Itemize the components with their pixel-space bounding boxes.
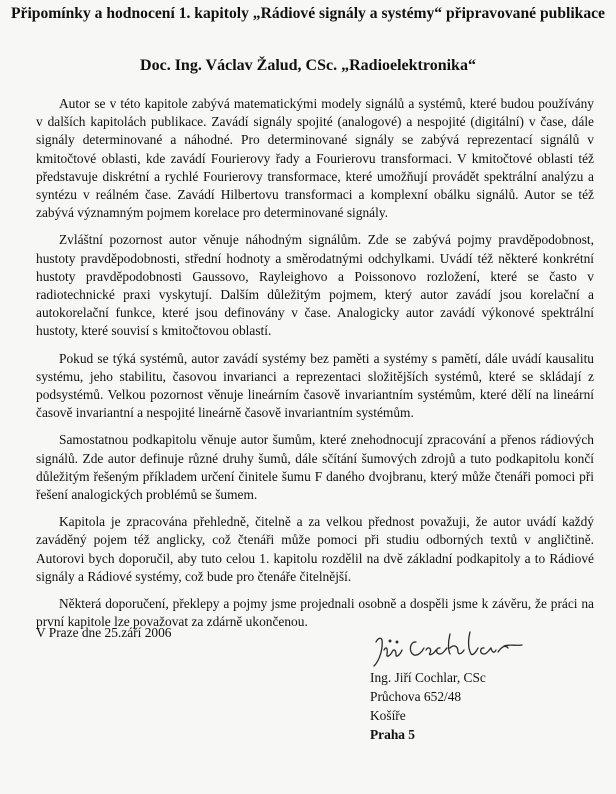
paragraph: Některá doporučení, překlepy a pojmy jsme projednali osobně a dospěli jsme k závěru, že práci na první kapitole lze považovat za zdárně ukončenou. (36, 596, 594, 630)
document-title: Připomínky a hodnocení 1. kapitoly „Rádiové signály a systémy“ připravované publikace (11, 5, 605, 22)
paragraph: Zvláštní pozornost autor věnuje náhodným signálům. Zde se zabývá pojmy pravděpodobnost, hustoty pravděpodobnosti, střední hodnoty a směrodatnými odchylkami. Uvádí též některé konkrétní hustoty pravděpodobnosti Gaussovo, Rayleighovo a Poissonovo rozložení, které se často v radiotechnické praxi vyskytují. Dalším důležitým pojmem, který autor zavádí jsou korelační a autokorelační funkce, které jsou definovány v čase. Analogicky autor zavádí výkonové spektrální hustoty, které souvisí s kmitočtovou oblastí. (36, 232, 594, 339)
paragraph: Samostatnou podkapitolu věnuje autor šumům, které znehodnocují zpracování a přenos rádiových signálů. Zde autor definuje různé druhy šumů, dále sčítání šumových zdrojů a tuto podkapitolu končí důležitým řešeným příkladem určení činitele šumu F daného dvojbranu, který může čtenáři pomoci při řešení analogických problémů se šumem. (36, 432, 594, 503)
paragraph: Pokud se týká systémů, autor zavádí systémy bez paměti a systémy s pamětí, dále uvádí kausalitu systému, jeho stabilitu, časovou invarianci a reprezentaci složitějších systémů, které se skládají z podsystémů. Velkou pozornost věnuje lineárním časově invariantním systémům, které dělí na lineární časově invariantní a nespojité lineárně časově invariantním systémům. (36, 350, 594, 421)
date-line: V Praze dne 25.září 2006 (36, 625, 172, 640)
signer-block (370, 668, 590, 744)
paragraph: Autor se v této kapitole zabývá matematickými modely signálů a systémů, které budou používány v dalších kapitolách publikace. Zavádí signály spojité (analogové) a nespojité (digitální) v čase, dále signály determinované a náhodné. Pro determinované signály se zabývá reprezentací signálů v kmitočtové oblasti, kde zavádí Fourierovy řady a Fourierovu transformaci. V kmitočtové oblasti též představuje diskrétní a rychlé Fourierovy transformace, které umožňují provádět spektrální analýzu a syntézu v reálném čase. Zavádí Hilbertovu transformaci a komplexní obálku signálů. Autor se též zabývá významným pojmem korelace pro determinované signály. (36, 96, 594, 221)
signer-city: Praha 5 (370, 727, 416, 742)
author-line: Doc. Ing. Václav Žalud, CSc. „Radioelektronika“ (140, 57, 476, 74)
document-body (36, 95, 594, 640)
signer-name: Ing. Jiří Cochlar, CSc (370, 670, 486, 685)
paragraph: Kapitola je zpracována přehledně, čitelně a za velkou přednost považuji, že autor uvádí každý zaváděný pojem též anglicky, což čtenáři může pomoci při studiu odborných textů v angličtině. Autorovi bych doporučil, aby tuto celou 1. kapitolu rozdělil na dvě základní podkapitoly a to Rádiové signály a Rádiové systémy, což bude pro čtenáře čitelnější. (36, 514, 594, 584)
handwritten-signature (370, 628, 530, 670)
signer-street: Průchova 652/48 (370, 689, 462, 704)
signer-district: Košíře (370, 708, 406, 723)
